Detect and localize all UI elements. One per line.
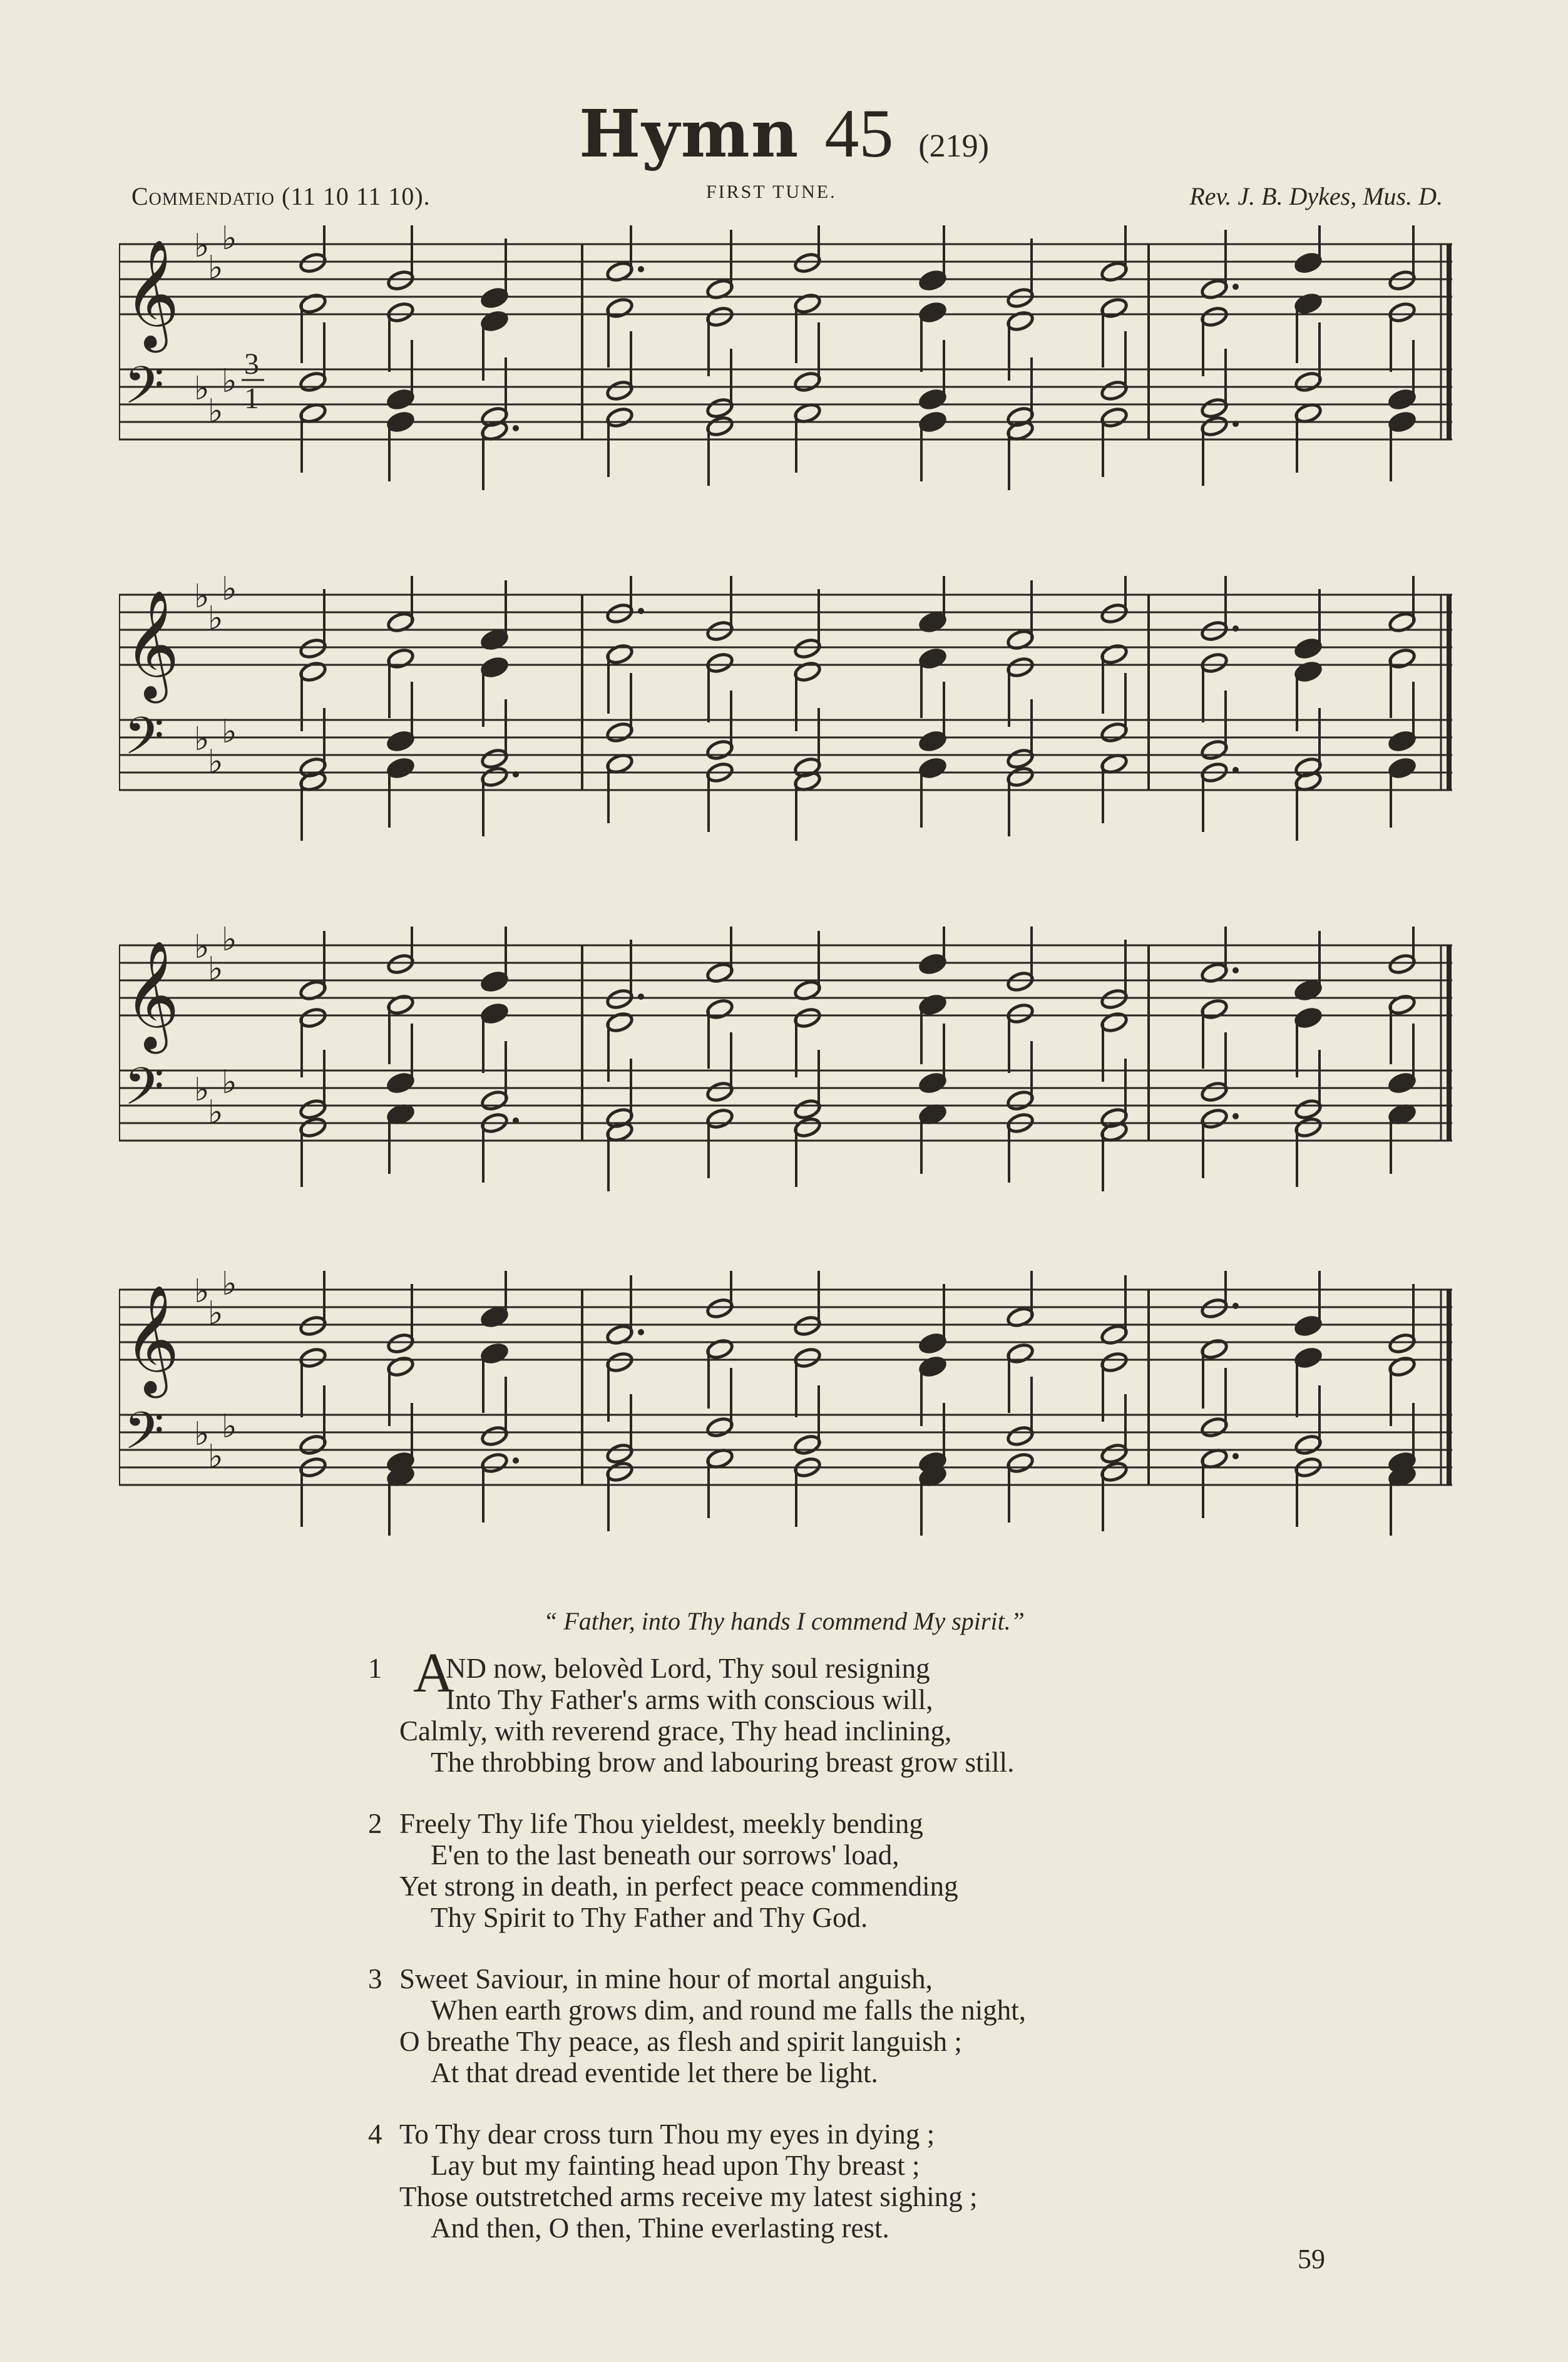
verse-line: The throbbing brow and labouring breast grow still. (431, 1747, 1015, 1778)
flat-sign: ♭ (194, 1071, 210, 1109)
flat-sign: ♭ (194, 227, 210, 265)
verse-line: Thy Spirit to Thy Father and Thy God. (431, 1902, 868, 1933)
flat-sign: ♭ (194, 928, 210, 966)
dot (638, 994, 644, 1000)
flat-sign: ♭ (208, 1438, 223, 1476)
hymn-title-word: Hymn (579, 95, 800, 172)
verse-number: 3 (368, 1963, 382, 1995)
verse-number: 4 (368, 2118, 382, 2150)
treble-clef: 𝄞 (124, 1285, 180, 1394)
staff-group (119, 927, 1452, 1191)
music-system-2 (119, 576, 1452, 876)
dot (1232, 767, 1239, 773)
verse-1 (368, 1642, 1015, 1778)
page-number: 59 (1298, 2244, 1325, 2274)
verse-2 (369, 1808, 958, 1933)
verse-text: Sweet Saviour, in mine hour of mortal anguish, (399, 1963, 933, 1995)
flat-sign: ♭ (194, 721, 210, 758)
flat-sign: ♭ (194, 1273, 210, 1310)
score-svg (119, 225, 1452, 526)
dot (513, 1117, 519, 1124)
score-svg (119, 1271, 1452, 1571)
staff-group (119, 1271, 1452, 1536)
staff-group (119, 225, 1452, 490)
hymn-title (0, 94, 1568, 173)
dot (513, 425, 519, 431)
verse-4 (369, 2118, 978, 2244)
verse-number: 1 (368, 1653, 382, 1684)
dot (1232, 967, 1239, 973)
flat-sign: ♭ (222, 1408, 237, 1445)
composer: Rev. J. B. Dykes, Mus. D. (1189, 182, 1443, 210)
time-sig-top: 3 (244, 347, 259, 381)
verse-line: Lay but my fainting head upon Thy breast ; (431, 2150, 920, 2181)
flat-sign: ♭ (208, 600, 223, 637)
drop-cap: A (413, 1642, 454, 1704)
treble-clef: 𝄞 (124, 239, 180, 348)
dot (513, 1457, 519, 1464)
score-svg (119, 927, 1452, 1227)
bass-clef: 𝄢 (124, 1056, 165, 1129)
flat-sign: ♭ (208, 393, 223, 430)
flat-sign: ♭ (208, 1295, 223, 1332)
verse-3 (369, 1963, 1026, 2088)
treble-clef: 𝄞 (124, 940, 180, 1049)
verse-text: Freely Thy life Thou yieldest, meekly bending (399, 1808, 923, 1839)
flat-sign: ♭ (222, 225, 237, 257)
verse-line: And then, O then, Thine everlasting rest. (431, 2212, 889, 2244)
dot (638, 608, 644, 614)
dot (638, 1329, 644, 1335)
flat-sign: ♭ (222, 927, 237, 958)
verse-line: Yet strong in death, in perfect peace commending (399, 1871, 958, 1902)
music-system-4 (119, 1271, 1452, 1571)
flat-sign: ♭ (194, 578, 210, 615)
verse-line: At that dread eventide let there be light. (431, 2057, 878, 2088)
verse-line (369, 1808, 958, 1839)
verse-text: ND now, belovèd Lord, Thy soul resigning (446, 1653, 930, 1684)
dot (513, 771, 519, 778)
treble-clef: 𝄞 (124, 590, 180, 699)
flat-sign: ♭ (222, 1271, 237, 1303)
verse-line: When earth grows dim, and round me falls the night, (431, 1995, 1027, 2026)
time-sig-bottom: 1 (244, 382, 259, 415)
verse-line: E'en to the last beneath our sorrows' load, (431, 1839, 899, 1871)
flat-sign: ♭ (222, 1064, 237, 1101)
verse-line: Into Thy Father's arms with conscious will, (446, 1684, 933, 1715)
score-svg (119, 576, 1452, 876)
tune-name: Commendatio (11 10 11 10). (131, 182, 431, 210)
dot (1232, 284, 1239, 290)
dot (1232, 625, 1239, 632)
verse-line: O breathe Thy peace, as flesh and spirit languish ; (399, 2026, 962, 2057)
flat-sign: ♭ (208, 1094, 223, 1131)
dot (1232, 1303, 1239, 1309)
epigraph: “ Father, into Thy hands I commend My spirit.” (543, 1607, 1025, 1635)
hymn-number: 45 (824, 95, 894, 172)
music-system-1 (119, 225, 1452, 526)
flat-sign: ♭ (194, 1415, 210, 1453)
flat-sign: ♭ (222, 362, 237, 400)
music-system-3 (119, 927, 1452, 1227)
flat-sign: ♭ (194, 370, 210, 408)
flat-sign: ♭ (208, 950, 223, 988)
bass-clef: 𝄢 (124, 1400, 165, 1474)
hymn-alt-number: (219) (918, 128, 989, 164)
verse-text: To Thy dear cross turn Thou my eyes in dying ; (399, 2118, 935, 2150)
flat-sign: ♭ (208, 743, 223, 781)
verse-line: Calmly, with reverend grace, Thy head inclining, (399, 1715, 952, 1747)
dot (638, 266, 644, 272)
verse-number: 2 (368, 1808, 382, 1839)
verse-line: Those outstretched arms receive my latest sighing ; (399, 2181, 978, 2212)
dot (1232, 421, 1239, 427)
flat-sign: ♭ (208, 249, 223, 287)
verse-line (369, 1963, 1026, 1995)
verse-line (369, 2118, 978, 2150)
bass-clef: 𝄢 (124, 355, 165, 428)
bass-clef: 𝄢 (124, 706, 165, 779)
flat-sign: ♭ (222, 576, 237, 608)
dot (1232, 1113, 1239, 1119)
flat-sign: ♭ (222, 713, 237, 751)
staff-group (119, 576, 1452, 841)
dot (1232, 1453, 1239, 1459)
tune-label: FIRST TUNE. (706, 182, 837, 202)
